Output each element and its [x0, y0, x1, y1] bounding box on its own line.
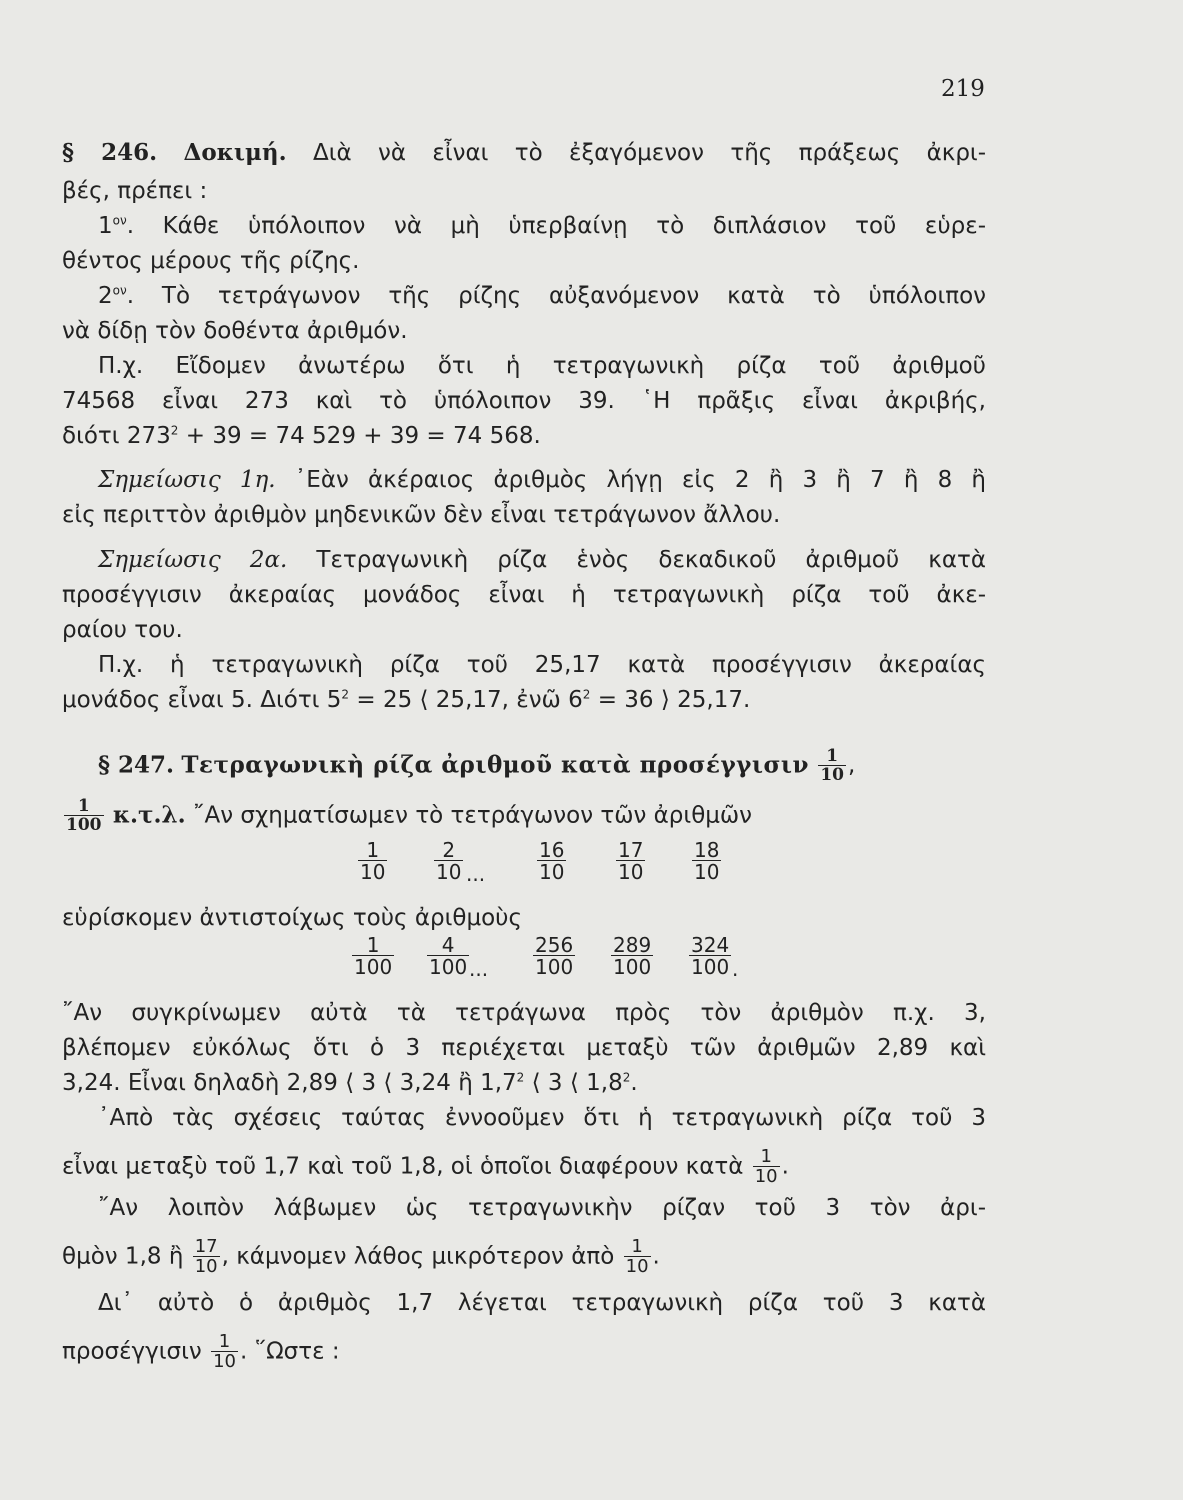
condition-2-text: . Τὸ τετράγωνον τῆς ρίζης αὐξανόμενον κατὰ τὸ ὑπόλοιπον: [126, 283, 986, 309]
denominator: 10: [213, 1351, 236, 1372]
text-line: [62, 798, 986, 834]
text: εἶναι μεταξὺ τοῦ 1,7 καὶ τοῦ 1,8, οἱ ὁποῖοι διαφέρουν κατὰ: [62, 1153, 744, 1180]
denominator: 10: [820, 765, 845, 785]
equation-part: + 39 = 74 529 + 39 = 74 568.: [178, 423, 541, 449]
condition-2-line: [62, 281, 986, 311]
note-2-label: Σημείωσις 2α.: [98, 547, 288, 573]
superscript: 2: [170, 423, 179, 438]
fraction: [427, 935, 469, 977]
superscript: ον: [112, 213, 127, 228]
denominator: 10: [694, 860, 720, 884]
section-246-text: Διὰ νὰ εἶναι τὸ ἐξαγόμενον τῆς πράξεως ἀκρι-: [312, 140, 987, 166]
text: προσέγγισιν: [62, 1338, 202, 1365]
fraction: [611, 935, 653, 977]
section-246-title: Δοκιμή.: [183, 139, 287, 166]
condition-2-number: 2: [98, 283, 113, 309]
equation-part: 3,24. Εἶναι δηλαδὴ 2,89 ⟨ 3 ⟨ 3,24 ἢ 1,7: [62, 1070, 517, 1096]
numerator: 18: [694, 838, 720, 862]
condition-1-line: [62, 211, 986, 241]
equation-part: ⟨ 3 ⟨ 1,8: [524, 1070, 623, 1096]
denominator: 10: [436, 860, 462, 884]
equation-part: = 36 ⟩ 25,17.: [590, 687, 751, 713]
numerator: 17: [194, 1236, 218, 1257]
text-line: νὰ δίδῃ τὸν δοθέντα ἀριθμόν.: [62, 318, 408, 344]
fraction: [358, 840, 387, 882]
page-number: 219: [941, 76, 985, 102]
numerator: 256: [535, 933, 574, 957]
text-line: εἰς περιττὸν ἀριθμὸν μηδενικῶν δὲν εἶναι τετράγωνον ἄλλου.: [62, 502, 781, 528]
fraction: [193, 1238, 220, 1276]
example-2-line: Π.χ. ἡ τετραγωνικὴ ρίζα τοῦ 25,17 κατὰ προσέγγισιν ἀκεραίας: [98, 652, 986, 678]
denominator: 100: [66, 815, 102, 835]
fraction-row-2: [0, 935, 1183, 985]
text: . ῞Ωστε :: [239, 1338, 340, 1365]
condition-1-number: 1: [98, 213, 113, 239]
equation-part: διότι 273: [62, 423, 171, 449]
denominator: 10: [539, 860, 565, 884]
denominator: 10: [625, 1256, 649, 1277]
text-line: προσέγγισιν ἀκεραίας μονάδος εἶναι ἡ τετραγωνικὴ ρίζα τοῦ ἀκε-: [62, 582, 986, 608]
denominator: 100: [535, 955, 574, 979]
equation-part: μονάδος εἶναι 5. Διότι 5: [62, 687, 342, 713]
numerator: 1: [366, 933, 380, 957]
period: .: [652, 1243, 660, 1270]
text-line: [62, 1148, 986, 1186]
text-line: ῎Αν λοιπὸν λάβωμεν ὡς τετραγωνικὴν ρίζαν τοῦ 3 τὸν ἀρι-: [98, 1195, 986, 1221]
fraction: [64, 798, 104, 834]
abbreviation: κ.τ.λ.: [112, 801, 186, 829]
note-1-line: [62, 465, 986, 495]
fraction: [753, 1148, 780, 1186]
text-line: Δι᾿ αὐτὸ ὁ ἀριθμὸς 1,7 λέγεται τετραγωνικὴ ρίζα τοῦ 3 κατὰ: [98, 1290, 986, 1316]
numerator: 4: [441, 933, 455, 957]
section-246-number: § 246.: [62, 139, 158, 166]
numerator: 1: [366, 838, 380, 862]
note-1-label: Σημείωσις 1η.: [98, 467, 276, 493]
fraction: [352, 935, 394, 977]
section-247-heading-line: § 247. Τετραγωνικὴ ρίζα ἀριθμοῦ κατὰ προσέγγισιν $\frac{1}{10}$ ,: [98, 746, 856, 785]
text-line: [62, 1238, 986, 1276]
example-1-line: Π.χ. Εἴδομεν ἀνωτέρω ὅτι ἡ τετραγωνικὴ ρίζα τοῦ ἀριθμοῦ: [98, 353, 986, 379]
denominator: 10: [618, 860, 644, 884]
fraction: [692, 840, 721, 882]
equation-line: [62, 1068, 986, 1098]
fraction: [211, 1333, 238, 1371]
equation-line: [62, 685, 986, 715]
fraction: [434, 840, 463, 882]
equation-part: .: [630, 1070, 638, 1096]
fraction: [689, 935, 731, 977]
period: .: [732, 957, 739, 981]
numerator: 2: [442, 838, 456, 862]
text-line: εὑρίσκομεν ἀντιστοίχως τοὺς ἀριθμοὺς: [62, 905, 522, 931]
fraction: [533, 935, 575, 977]
fraction: [624, 1238, 651, 1276]
numerator: 324: [691, 933, 730, 957]
numerator: 1: [218, 1331, 231, 1352]
superscript: 2: [341, 687, 350, 702]
numerator: 289: [613, 933, 652, 957]
numerator: 1: [631, 1236, 643, 1257]
text-line: ραίου του.: [62, 617, 183, 643]
superscript: 2: [516, 1070, 525, 1085]
superscript: 2: [582, 687, 591, 702]
numerator: 16: [539, 838, 565, 862]
text-line: 74568 εἶναι 273 καὶ τὸ ὑπόλοιπον 39. ῾Η πρᾶξις εἶναι ἀκριβής,: [62, 388, 986, 414]
denominator: 100: [691, 955, 730, 979]
note-2-line: [62, 545, 986, 575]
text-line: [62, 1333, 986, 1371]
fraction: [537, 840, 566, 882]
text-line: θέντος μέρους τῆς ρίζης.: [62, 248, 360, 274]
denominator: 10: [754, 1166, 778, 1187]
numerator: 17: [618, 838, 644, 862]
condition-1-text: . Κάθε ὑπόλοιπον νὰ μὴ ὑπερβαίνῃ τὸ διπλάσιον τοῦ εὑρε-: [126, 213, 986, 239]
numerator: 1: [826, 746, 839, 766]
text-line: βές, πρέπει :: [62, 178, 208, 204]
superscript: ον: [112, 283, 127, 298]
note-1-text: ᾿Εὰν ἀκέραιος ἀριθμὸς λήγῃ εἰς 2 ἢ 3 ἢ 7 ἢ 8 ἢ: [275, 467, 986, 493]
fraction-row-1: [0, 840, 1183, 890]
equation-part: = 25 ⟨ 25,17, ἐνῶ 6: [349, 687, 583, 713]
fraction: [616, 840, 645, 882]
denominator: 100: [613, 955, 652, 979]
superscript: 2: [622, 1070, 631, 1085]
text: θμὸν 1,8 ἢ: [62, 1243, 184, 1270]
numerator: 1: [77, 796, 90, 816]
text-line: ῎Αν συγκρίνωμεν αὐτὰ τὰ τετράγωνα πρὸς τὸν ἀριθμὸν π.χ. 3,: [62, 1000, 986, 1026]
section-247-number: § 247.: [98, 751, 175, 779]
numerator: 1: [760, 1146, 772, 1167]
equation-line: [62, 421, 986, 451]
text-line: ᾿Απὸ τὰς σχέσεις ταύτας ἐννοοῦμεν ὅτι ἡ τετραγωνικὴ ρίζα τοῦ 3: [98, 1105, 986, 1131]
text: , κάμνομεν λάθος μικρότερον ἀπὸ: [221, 1243, 615, 1270]
section-247-title: Τετραγωνικὴ ρίζα ἀριθμοῦ κατὰ προσέγγισιν: [181, 751, 810, 779]
note-2-text: Τετραγωνικὴ ρίζα ἑνὸς δεκαδικοῦ ἀριθμοῦ κατὰ: [287, 547, 987, 573]
period: .: [781, 1153, 789, 1180]
denominator: 100: [429, 955, 468, 979]
denominator: 10: [360, 860, 386, 884]
denominator: 100: [354, 955, 393, 979]
text-line: βλέπομεν εὐκόλως ὅτι ὁ 3 περιέχεται μεταξὺ τῶν ἀριθμῶν 2,89 καὶ: [62, 1035, 986, 1061]
ellipsis: ...: [469, 957, 489, 981]
denominator: 10: [194, 1256, 218, 1277]
ellipsis: ...: [466, 862, 486, 886]
section-246-heading-line: [62, 138, 986, 168]
text: ῎Αν σχηματίσωμεν τὸ τετράγωνον τῶν ἀριθμῶν: [185, 802, 753, 829]
fraction: [818, 748, 846, 784]
